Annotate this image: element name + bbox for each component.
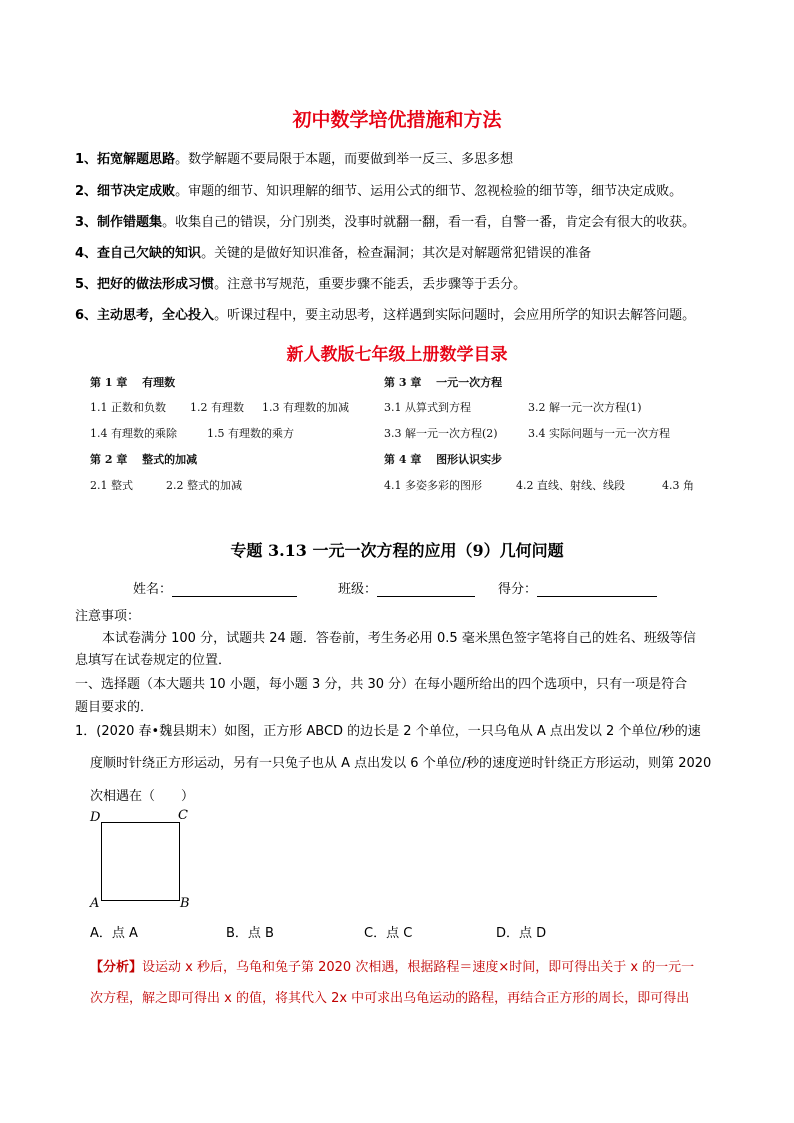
tip-num: 3、: [75, 215, 98, 230]
toc-entry: 1.1 正数和负数: [90, 401, 166, 414]
toc-entry: 3.3 解一元一次方程(2): [384, 427, 498, 440]
exam-title: 专题 3.13 一元一次方程的应用（9）几何问题: [230, 541, 564, 560]
analysis-tag: 【分析】: [90, 960, 143, 975]
tip-item: [75, 304, 695, 323]
toc-chapter-2: 第 2 章 整式的加减: [90, 453, 198, 466]
toc-entry: 3.4 实际问题与一元一次方程: [528, 427, 670, 440]
tip-bold: 把好的做法形成习惯: [97, 277, 215, 292]
toc-entry: 3.1 从算式到方程: [384, 401, 471, 414]
score-info: [498, 578, 657, 597]
toc-chapter-1: 第 1 章 有理数: [90, 376, 176, 389]
option-b[interactable]: B．点 B: [226, 926, 274, 941]
tip-text: 。听课过程中，要主动思考，这样遇到实际问题时，会应用所学的知识去解答问题。: [214, 308, 696, 323]
notice-line: 本试卷满分 100 分，试题共 24 题．答卷前，考生务必用 0.5 毫米黑色签字笔将自己的姓名、班级等信: [102, 631, 696, 646]
notice-heading: 注意事项：: [75, 609, 141, 624]
toc-chapter-4: 第 4 章 图形认识实步: [384, 453, 503, 466]
question-text: 1．(2020 春•魏县期末）如图，正方形 ABCD 的边长是 2 个单位，一只乌龟从 A 点出发以 2 个单位/秒的速: [75, 724, 701, 739]
page-title: 初中数学培优措施和方法: [292, 109, 502, 131]
tip-bold: 制作错题集: [97, 215, 163, 230]
toc-chapter-3: 第 3 章 一元一次方程: [384, 376, 503, 389]
toc-entry: 4.2 直线、射线、线段: [516, 479, 625, 492]
toc-entry: 1.3 有理数的加减: [262, 401, 349, 414]
toc-entry: 1.2 有理数: [190, 401, 244, 414]
option-d[interactable]: D．点 D: [496, 926, 547, 941]
option-a[interactable]: A．点 A: [90, 926, 138, 941]
tip-num: 5、: [75, 277, 98, 292]
vertex-label-a: A: [90, 896, 100, 911]
student-info-row: [133, 578, 297, 597]
tip-text: 。收集自己的错误，分门别类，没事时就翻一翻，看一看，自警一番，肯定会有很大的收获。: [162, 215, 696, 230]
tip-item: [75, 148, 513, 167]
tip-text: 。注意书写规范，重要步骤不能丢，丢步骤等于丢分。: [214, 277, 527, 292]
question-text: 度顺时针绕正方形运动，另有一只兔子也从 A 点出发以 6 个单位/秒的速度逆时针绕正方形运动，则第 2020: [90, 756, 712, 771]
toc-entry: 2.2 整式的加减: [166, 479, 242, 492]
tip-num: 4、: [75, 246, 98, 261]
vertex-label-b: B: [180, 896, 190, 911]
tip-text: 。审题的细节、知识理解的细节、运用公式的细节、忽视检验的细节等，细节决定成败。: [175, 184, 683, 199]
square-figure: [101, 822, 180, 901]
vertex-label-d: D: [90, 810, 101, 825]
toc-entry: 4.1 多姿多彩的图形: [384, 479, 482, 492]
section-heading: 题目要求的．: [75, 700, 154, 715]
name-label: 姓名：: [133, 582, 173, 597]
tip-bold: 细节决定成败: [97, 184, 176, 199]
tip-num: 2、: [75, 184, 98, 199]
toc-entry: 2.1 整式: [90, 479, 133, 492]
question-text: 次相遇在（ ）: [90, 789, 195, 804]
tip-item: [75, 180, 682, 199]
toc-entry: 3.2 解一元一次方程(1): [528, 401, 642, 414]
option-c[interactable]: C．点 C: [364, 926, 413, 941]
analysis-text: 设运动 x 秒后，乌龟和兔子第 2020 次相遇，根据路程＝速度×时间，即可得出关于 x 的一元一: [142, 960, 695, 975]
notice-line: 息填写在试卷规定的位置．: [75, 653, 232, 668]
score-label: 得分：: [498, 582, 538, 597]
score-field[interactable]: [537, 582, 657, 597]
class-label: 班级：: [338, 582, 378, 597]
toc-entry: 1.5 有理数的乘方: [207, 427, 294, 440]
class-field[interactable]: [377, 582, 475, 597]
toc-entry: 1.4 有理数的乘除: [90, 427, 177, 440]
tip-num: 6、: [75, 308, 98, 323]
name-field[interactable]: [172, 582, 297, 597]
section-heading: 一、选择题（本大题共 10 小题，每小题 3 分，共 30 分）在每小题所给出的四个选项中，只有一项是符合: [75, 677, 688, 692]
tip-bold: 主动思考，全心投入: [97, 308, 215, 323]
class-info: [338, 578, 475, 597]
tip-bold: 拓宽解题思路: [97, 152, 176, 167]
analysis-line: 次方程，解之即可得出 x 的值，将其代入 2x 中可求出乌龟运动的路程，再结合正方形的周长，即可得出: [90, 991, 690, 1006]
tip-item: [75, 242, 591, 261]
vertex-label-c: C: [178, 808, 188, 823]
tip-item: [75, 211, 695, 230]
toc-entry: 4.3 角: [662, 479, 694, 492]
analysis-line: [90, 956, 694, 975]
tip-item: [75, 273, 526, 292]
tip-num: 1、: [75, 152, 98, 167]
toc-title: 新人教版七年级上册数学目录: [286, 345, 508, 365]
tip-bold: 查自己欠缺的知识: [97, 246, 202, 261]
tip-text: 。数学解题不要局限于本题，而要做到举一反三、多思多想: [175, 152, 514, 167]
tip-text: 。关键的是做好知识准备，检查漏洞；其次是对解题常犯错误的准备: [201, 246, 592, 261]
